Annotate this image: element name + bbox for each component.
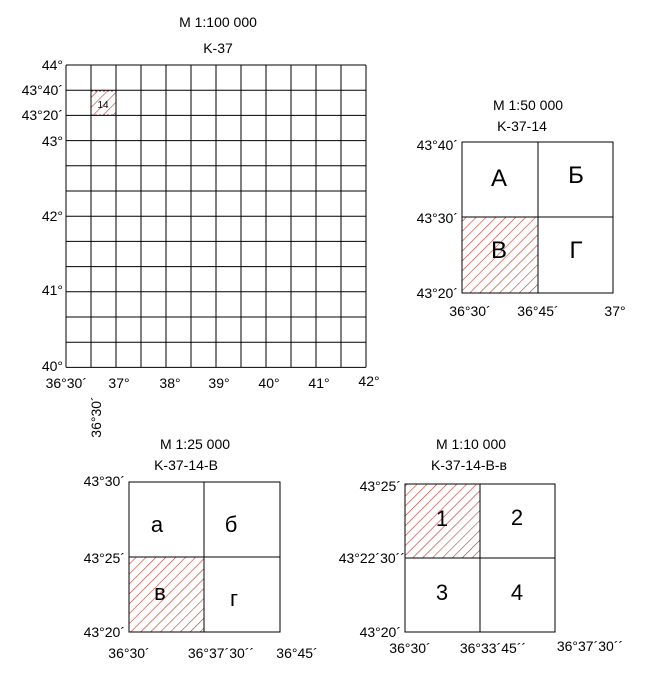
lat-label-41: 41° xyxy=(41,282,63,298)
sheet-100k-highlight-number: 14 xyxy=(97,100,109,111)
sheet-100k-code: K-37 xyxy=(203,40,233,56)
sheet-25k-panel xyxy=(84,436,318,661)
sheet-10k-cell-4: 4 xyxy=(510,580,524,605)
sheet-50k-lon-mid: 36°45´ xyxy=(517,303,559,319)
lat-label-42: 42° xyxy=(41,208,63,224)
lat-label-40: 40° xyxy=(41,358,63,374)
lat-label-43: 43° xyxy=(41,133,63,149)
lon-label-40: 40° xyxy=(258,375,280,391)
sheet-50k-cell-v: В xyxy=(490,237,508,264)
sheet-50k-panel xyxy=(417,97,626,319)
sheet-25k-lat-mid: 43°25´ xyxy=(83,550,125,566)
sheet-10k-cell-2: 2 xyxy=(510,505,524,530)
sheet-25k-hatched-cell xyxy=(129,557,204,632)
lon-label-36-30-a: 36°30´ xyxy=(45,375,87,391)
sheet-50k-scale: M 1:50 000 xyxy=(492,97,564,113)
sheet-10k-lat-bottom: 43°20´ xyxy=(359,624,401,640)
sheet-10k-lat-mid: 43°22´30´´ xyxy=(338,550,405,566)
lon-label-38: 38° xyxy=(159,375,181,391)
sheet-10k-lon-mid: 36°33´45´´ xyxy=(459,640,527,656)
sheet-50k-lon-right: 37° xyxy=(604,303,626,319)
sheet-25k-lat-top: 43°30´ xyxy=(83,473,125,489)
sheet-10k-scale: M 1:10 000 xyxy=(435,436,507,452)
sheet-10k-lat-top: 43°25´ xyxy=(359,478,401,494)
sheet-50k-lat-bottom: 43°20´ xyxy=(416,285,458,301)
sheet-10k-lon-right: 36°37´30´´ xyxy=(556,638,624,654)
sheet-25k-cell-g: г xyxy=(229,586,239,611)
lon-label-39: 39° xyxy=(208,375,230,391)
sheet-50k-lat-top: 43°40´ xyxy=(416,137,458,153)
lat-label-43-20: 43°20´ xyxy=(21,107,63,123)
lon-label-41: 41° xyxy=(308,375,330,391)
lon-label-37: 37° xyxy=(108,375,130,391)
sheet-100k-scale: M 1:100 000 xyxy=(179,14,257,30)
sheet-25k-lon-right: 36°45´ xyxy=(276,645,318,661)
sheet-50k-lon-left: 36°30´ xyxy=(449,303,491,319)
sheet-50k-code: K-37-14 xyxy=(497,118,547,134)
lon-label-42: 42° xyxy=(358,373,380,389)
lat-label-43-40: 43°40´ xyxy=(21,82,63,98)
sheet-50k-cell-g: Г xyxy=(569,237,583,264)
lat-label-44: 44° xyxy=(41,57,63,73)
sheet-50k-cell-b: Б xyxy=(568,162,584,189)
sheet-10k-lon-left: 36°30´ xyxy=(389,640,431,656)
sheet-10k-cell-3: 3 xyxy=(435,580,449,605)
sheet-25k-cell-a: а xyxy=(150,512,164,537)
sheet-25k-cell-v: в xyxy=(154,580,166,605)
sheet-50k-lat-mid: 43°30´ xyxy=(416,210,458,226)
sheet-10k-cell-1: 1 xyxy=(435,506,449,531)
sheet-25k-lon-left: 36°30´ xyxy=(108,645,150,661)
sheet-25k-cell-b: б xyxy=(224,512,238,537)
lon-label-36-30-b: 36°30´ xyxy=(88,396,104,438)
sheet-25k-lat-bottom: 43°20´ xyxy=(83,624,125,640)
sheet-25k-lon-mid: 36°37´30´´ xyxy=(187,645,255,661)
sheet-10k-code: K-37-14-B-в xyxy=(431,457,507,473)
sheet-100k-panel xyxy=(22,14,380,438)
sheet-25k-code: K-37-14-B xyxy=(154,457,218,473)
sheet-10k-panel xyxy=(339,436,623,656)
sheet-25k-scale: M 1:25 000 xyxy=(159,436,231,452)
sheet-50k-cell-a: А xyxy=(490,165,508,192)
